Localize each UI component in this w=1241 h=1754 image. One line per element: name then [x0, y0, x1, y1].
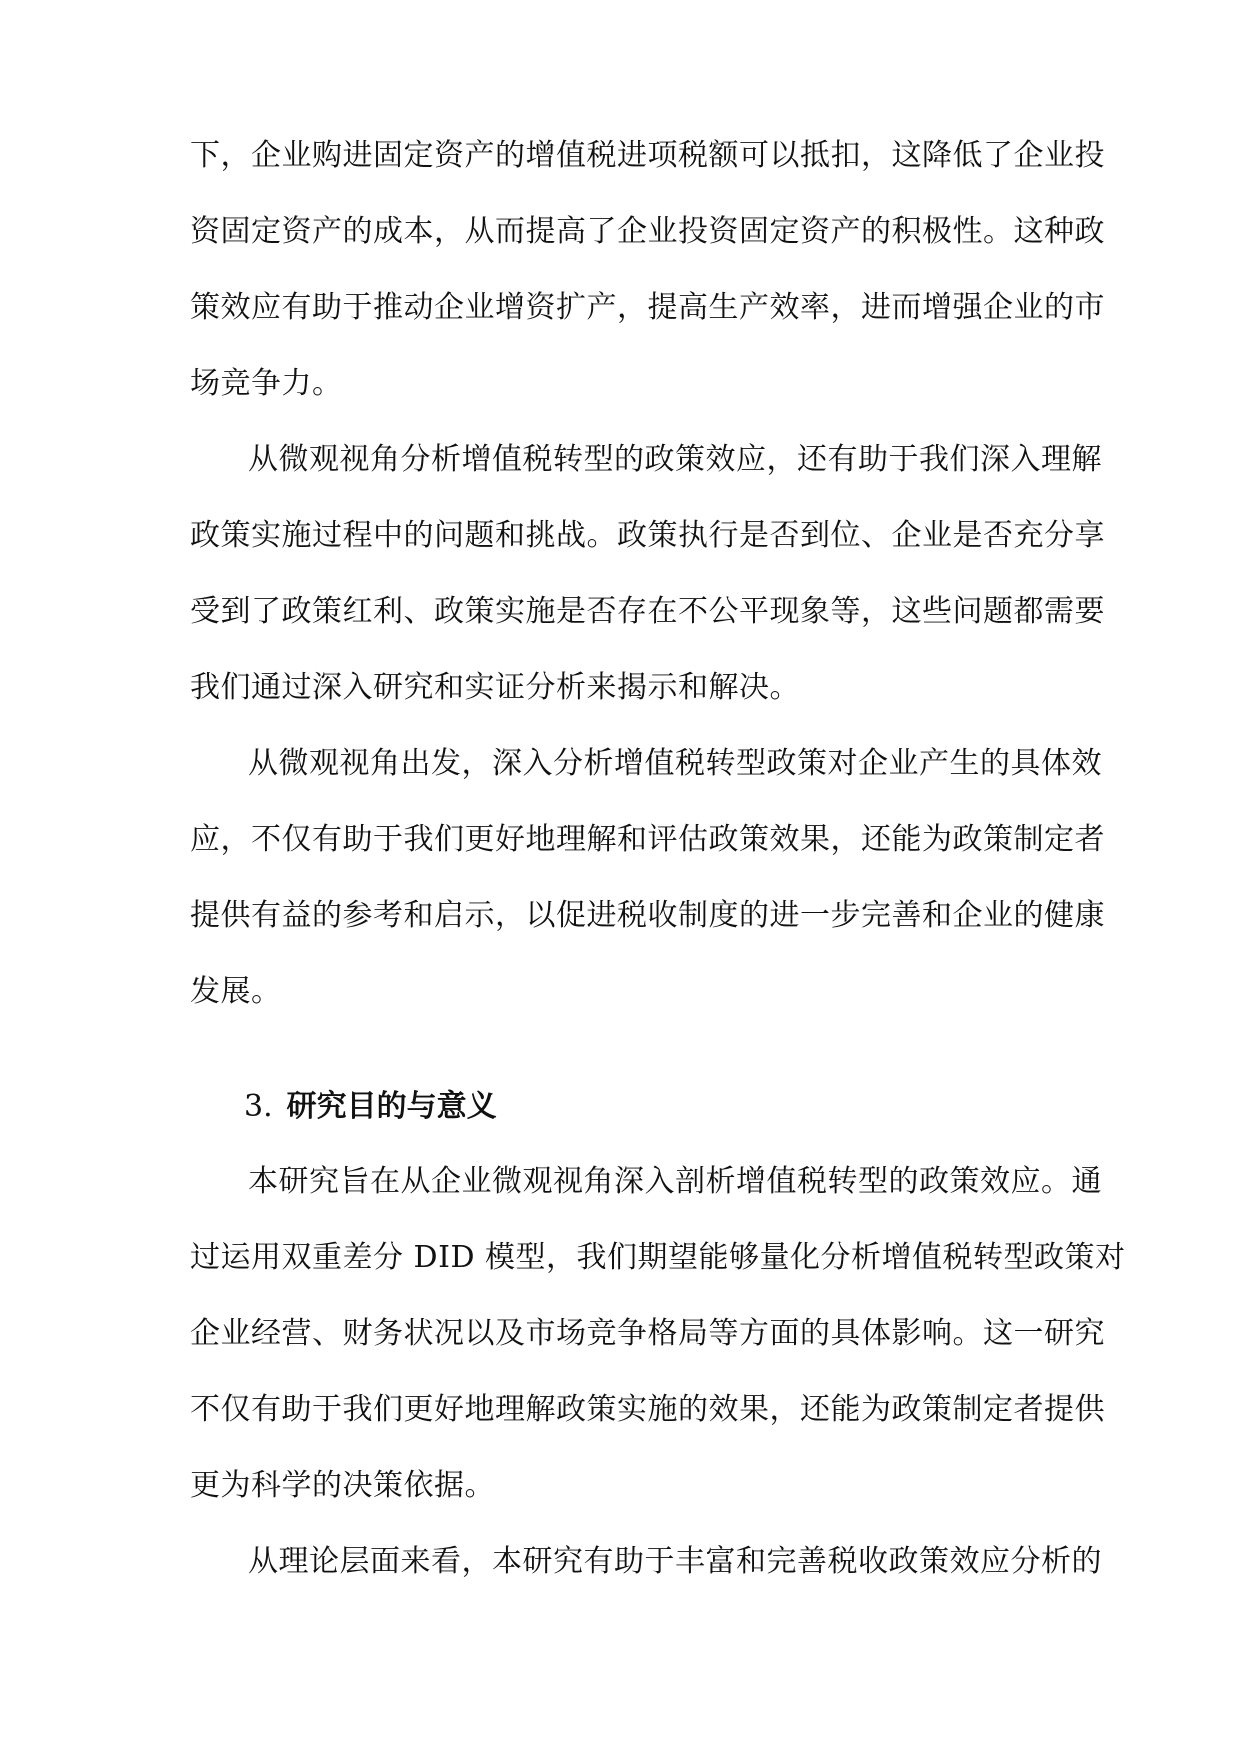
section-number: 3.: [244, 1089, 273, 1124]
paragraph-2-line-2: 政策实施过程中的问题和挑战。政策执行是否到位、企业是否充分享: [190, 518, 1105, 553]
paragraph-2-line-4: 我们通过深入研究和实证分析来揭示和解决。: [190, 670, 800, 705]
paragraph-3-line-4: 发展。: [190, 974, 282, 1009]
paragraph-1-line-3: 策效应有助于推动企业增资扩产，提高生产效率，进而增强企业的市: [190, 290, 1105, 325]
paragraph-3-line-1: 从微观视角出发，深入分析增值税转型政策对企业产生的具体效: [248, 746, 1102, 781]
section-heading: [244, 1087, 497, 1127]
paragraph-2-line-3: 受到了政策红利、政策实施是否存在不公平现象等，这些问题都需要: [190, 594, 1105, 629]
paragraph-4-line-3: 企业经营、财务状况以及市场竞争格局等方面的具体影响。这一研究: [190, 1316, 1105, 1351]
paragraph-1-line-4: 场竞争力。: [190, 366, 343, 401]
section-title: 研究目的与意义: [286, 1089, 497, 1124]
paragraph-4-line-4: 不仅有助于我们更好地理解政策实施的效果，还能为政策制定者提供: [190, 1392, 1105, 1427]
paragraph-5-line-1: 从理论层面来看，本研究有助于丰富和完善税收政策效应分析的: [248, 1544, 1102, 1579]
paragraph-4-line-5: 更为科学的决策依据。: [190, 1468, 495, 1503]
paragraph-3-line-2: 应，不仅有助于我们更好地理解和评估政策效果，还能为政策制定者: [190, 822, 1105, 857]
paragraph-1-line-2: 资固定资产的成本，从而提高了企业投资固定资产的积极性。这种政: [190, 214, 1105, 249]
paragraph-3-line-3: 提供有益的参考和启示，以促进税收制度的进一步完善和企业的健康: [190, 898, 1105, 933]
paragraph-1-line-1: 下，企业购进固定资产的增值税进项税额可以抵扣，这降低了企业投: [190, 138, 1105, 173]
paragraph-4-line-1: 本研究旨在从企业微观视角深入剖析增值税转型的政策效应。通: [248, 1164, 1102, 1199]
paragraph-2-line-1: 从微观视角分析增值税转型的政策效应，还有助于我们深入理解: [248, 442, 1102, 477]
paragraph-4-line-2: 过运用双重差分 DID 模型，我们期望能够量化分析增值税转型政策对: [190, 1240, 1126, 1275]
